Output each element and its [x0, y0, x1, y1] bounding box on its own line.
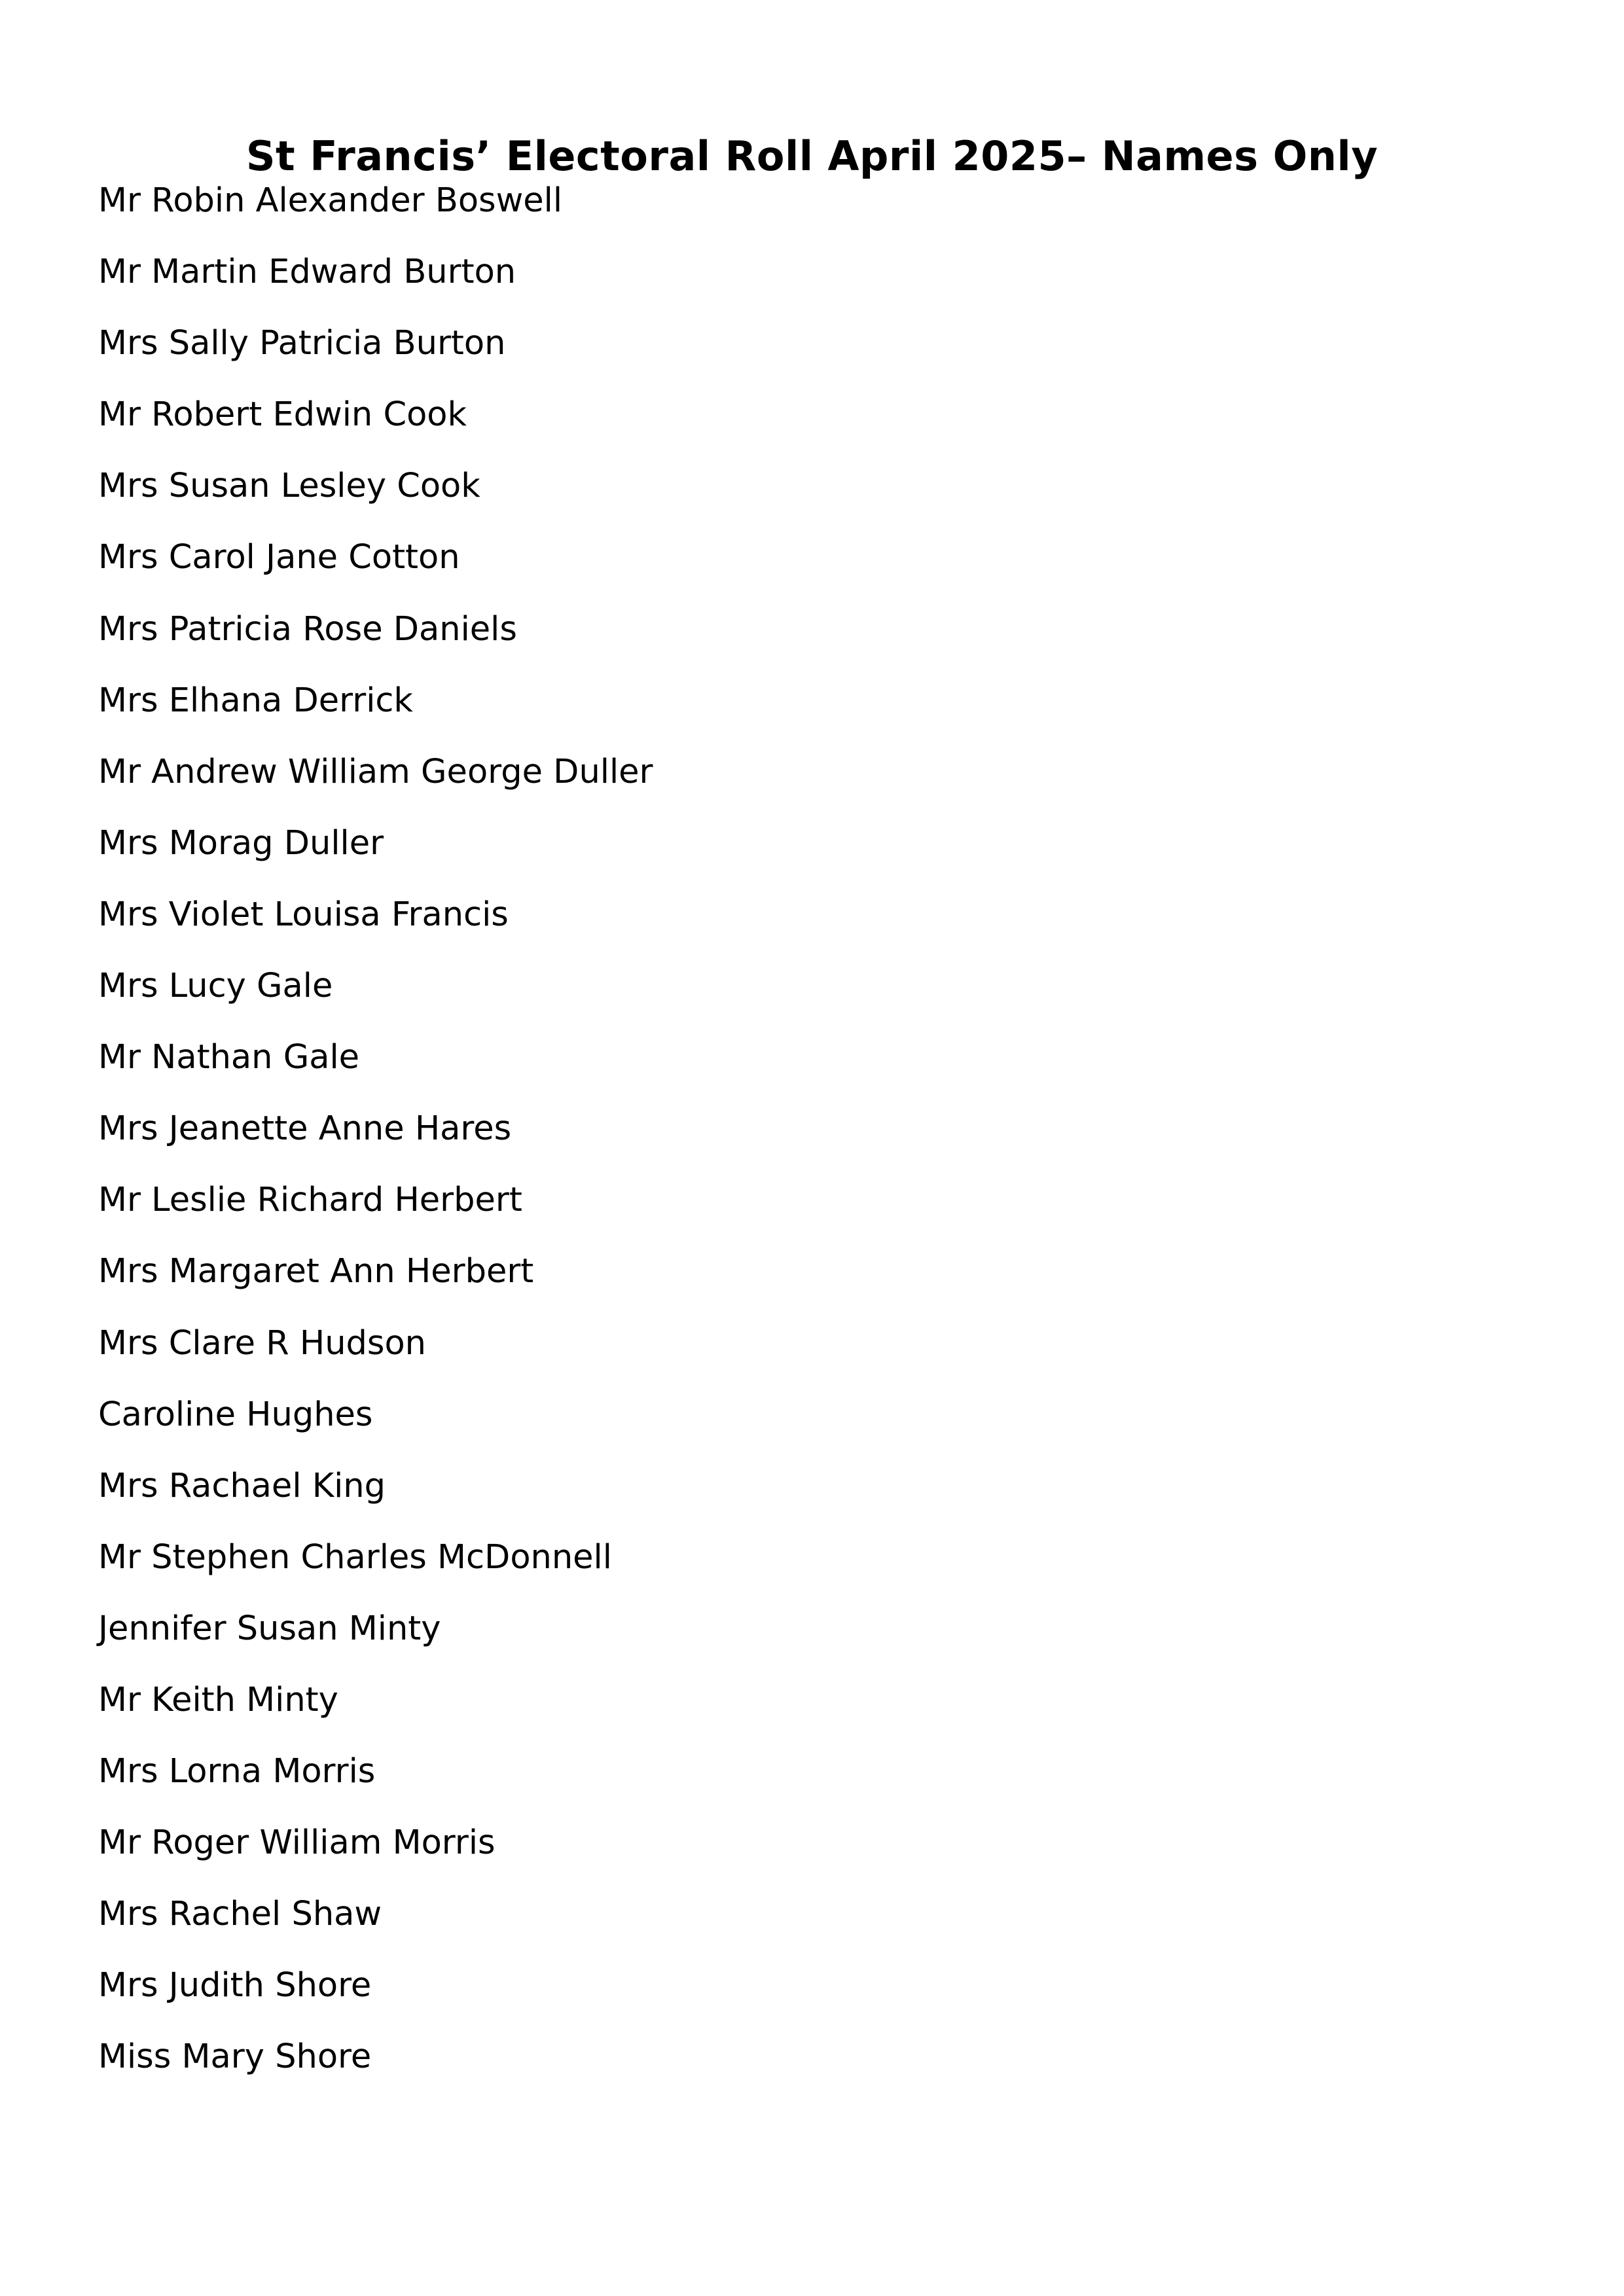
list-item: Mrs Morag Duller: [98, 823, 384, 863]
list-item: Mrs Rachael King: [98, 1466, 386, 1505]
electoral-roll-list: [98, 171, 653, 2100]
list-item: Mrs Jeanette Anne Hares: [98, 1109, 512, 1149]
list-item: Mrs Carol Jane Cotton: [98, 538, 460, 577]
list-item: Mr Leslie Richard Herbert: [98, 1181, 522, 1220]
list-item: Mrs Susan Lesley Cook: [98, 467, 480, 506]
list-item: Mr Roger William Morris: [98, 1823, 496, 1863]
list-item: Mrs Judith Shore: [98, 1966, 372, 2005]
list-item: Mrs Violet Louisa Francis: [98, 895, 509, 934]
list-item: Mrs Margaret Ann Herbert: [98, 1252, 534, 1291]
list-item: Miss Mary Shore: [98, 2037, 372, 2077]
list-item: Mr Robin Alexander Boswell: [98, 181, 563, 220]
list-item: Jennifer Susan Minty: [98, 1609, 441, 1648]
list-item: Mrs Sally Patricia Burton: [98, 324, 506, 363]
list-item: Mrs Clare R Hudson: [98, 1323, 427, 1363]
list-item: Mrs Patricia Rose Daniels: [98, 609, 517, 649]
list-item: Mrs Elhana Derrick: [98, 681, 413, 720]
list-item: Mr Keith Minty: [98, 1680, 338, 1719]
list-item: Mrs Lucy Gale: [98, 967, 333, 1006]
list-item: Caroline Hughes: [98, 1395, 373, 1434]
list-item: Mr Stephen Charles McDonnell: [98, 1537, 612, 1577]
list-item: Mrs Lorna Morris: [98, 1752, 376, 1791]
page-title: St Francis’ Electoral Roll April 2025– Names Only: [245, 132, 1379, 180]
list-item: Mr Martin Edward Burton: [98, 253, 516, 292]
list-item: Mrs Rachel Shaw: [98, 1895, 382, 1934]
list-item: Mr Nathan Gale: [98, 1038, 360, 1077]
list-item: Mr Robert Edwin Cook: [98, 395, 467, 435]
list-item: Mr Andrew William George Duller: [98, 752, 653, 791]
